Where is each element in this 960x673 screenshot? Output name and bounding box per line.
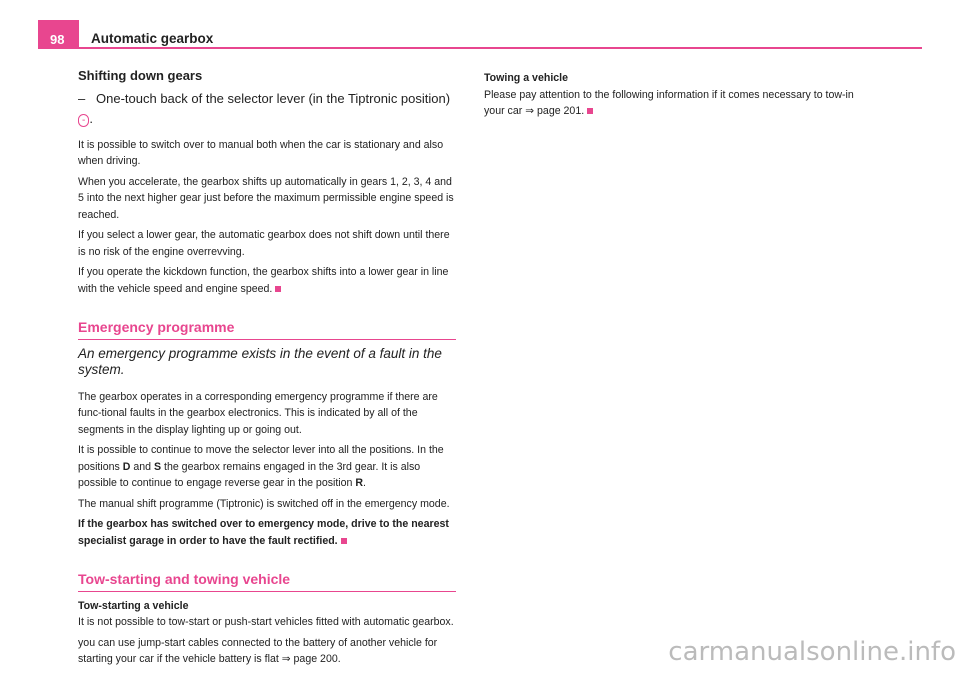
text: and xyxy=(130,460,154,473)
paragraph: It is not possible to tow-start or push-start vehicles fitted with automatic gearbox. xyxy=(78,616,454,628)
paragraph: If you select a lower gear, the automatic gearbox does not shift down until there is no risk of the engine overrevving. xyxy=(78,229,450,258)
left-column xyxy=(78,68,456,672)
paragraph xyxy=(78,442,456,492)
paragraph: you can use jump-start cables connected to the battery of another vehicle for starting your car if the vehicle battery is flat ⇒ page 200. xyxy=(78,636,438,665)
end-marker-icon xyxy=(587,108,593,114)
page-number: 98 xyxy=(50,32,65,47)
paragraph: It is possible to switch over to manual both when the car is stationary and also when driving. xyxy=(78,138,444,167)
step-text: One-touch back of the selector lever (in the Tiptronic position) xyxy=(96,90,451,106)
section-heading-emergency: Emergency programme xyxy=(78,319,456,340)
step-item: – One-touch back of the selector lever (in the Tiptronic position) - . xyxy=(78,90,451,126)
header-rule xyxy=(38,47,922,49)
page-title: Automatic gearbox xyxy=(91,31,214,46)
position-r: R xyxy=(355,477,364,489)
text: If you operate the kickdown function, the gearbox shifts into a lower gear in line with the vehicle speed and engine speed. xyxy=(78,266,449,295)
subheading-shifting-down: Shifting down gears xyxy=(78,68,203,83)
text: Please pay attention to the following information if it comes necessary to tow-in your car ⇒ page 201. xyxy=(484,88,854,117)
section-heading-towing: Tow-starting and towing vehicle xyxy=(78,571,456,592)
tiptronic-minus-icon: - xyxy=(78,114,89,127)
subheading-towing: Towing a vehicle xyxy=(484,72,568,84)
warning-paragraph xyxy=(78,516,456,549)
text: the gearbox remains engaged in the 3rd gear. It is also possible to continue to engage reverse gear in the position xyxy=(78,460,421,489)
paragraph xyxy=(484,87,864,120)
paragraph: The manual shift programme (Tiptronic) is switched off in the emergency mode. xyxy=(78,497,450,510)
subheading-tow-starting: Tow-starting a vehicle xyxy=(78,599,189,612)
text: If the gearbox has switched over to emergency mode, drive to the nearest specialist garage in order to have the fault rectified. xyxy=(78,518,449,547)
paragraph xyxy=(78,264,456,297)
position-d: D xyxy=(122,460,131,473)
section-intro: An emergency programme exists in the event of a fault in the system. xyxy=(78,345,442,377)
position-s: S xyxy=(153,460,162,473)
right-column xyxy=(484,70,864,124)
end-marker-icon xyxy=(275,286,281,292)
dash: – xyxy=(78,90,86,106)
text: It is possible to continue to move the selector lever into all the positions. In the positions xyxy=(78,444,444,473)
watermark: carmanualsonline.info xyxy=(668,637,956,667)
text: . xyxy=(363,477,366,489)
end-marker-icon xyxy=(341,538,347,544)
paragraph: When you accelerate, the gearbox shifts up automatically in gears 1, 2, 3, 4 and 5 into the next higher gear just before the maximum permissible engine speed is reached. xyxy=(78,175,454,221)
paragraph: The gearbox operates in a corresponding emergency programme if there are func-tional faults in the gearbox electronics. This is indicated by all of the segments in the display lighting up or going out. xyxy=(78,390,438,436)
